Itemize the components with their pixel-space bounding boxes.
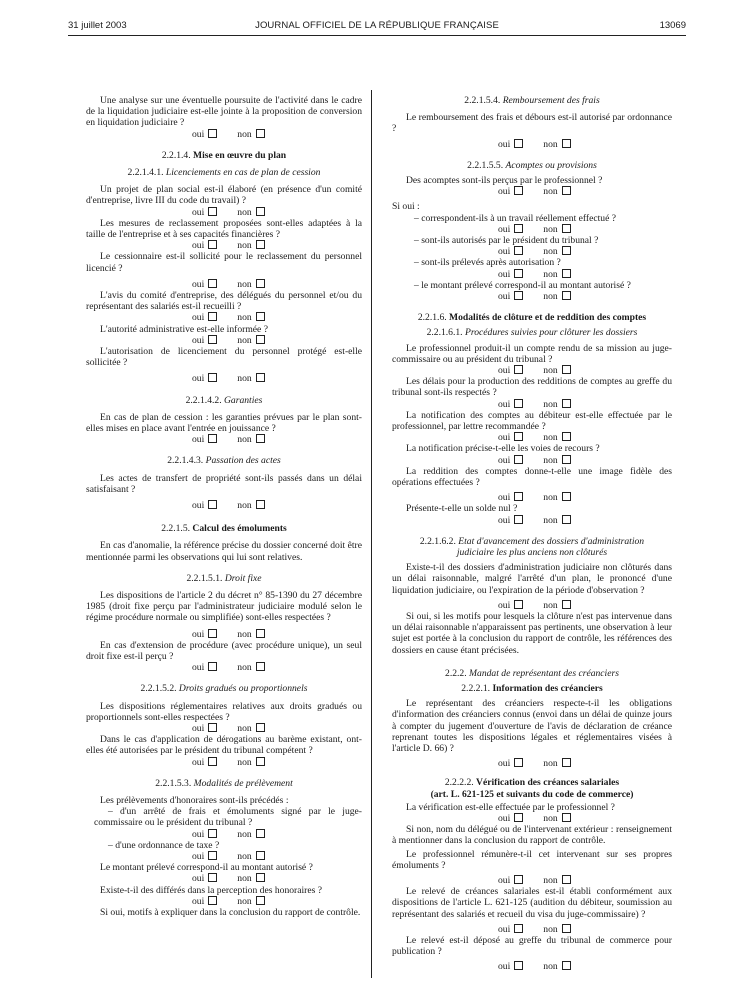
- yes-no-checkboxes: oui non: [86, 896, 362, 907]
- checkbox-yes[interactable]: [208, 335, 217, 344]
- subsection-heading: 2.2.1.5.2. Droits gradués ou proportionnels: [140, 683, 308, 695]
- checkbox-yes[interactable]: [208, 662, 217, 671]
- question: La vérification est-elle effectuée par le professionnel ?: [406, 801, 615, 813]
- question: Le relevé de créances salariales est-il établi conformément aux dispositions de l'article L. 621-125 (audition du débiteur, soumission au représentant des salariés et recueil du visa du juge-commissaire) ?: [392, 886, 672, 920]
- yes-no-checkboxes: oui non: [86, 373, 362, 384]
- question: Le remboursement des frais et débours est-il autorisé par ordonnance ?: [392, 112, 672, 135]
- list-item: – sont-ils prélevés après autorisation ?: [414, 257, 561, 269]
- question: Les mesures de reclassement proposées sont-elles adaptées à la taille de l'entreprise et à ses capacités financières ?: [86, 217, 362, 240]
- checkbox-yes[interactable]: [208, 312, 217, 321]
- checkbox-yes[interactable]: [514, 269, 523, 278]
- yes-no-checkboxes: oui non: [392, 961, 672, 972]
- yes-no-checkboxes: oui non: [392, 291, 672, 302]
- checkbox-no[interactable]: [256, 279, 265, 288]
- checkbox-no[interactable]: [562, 246, 571, 255]
- paragraph: En cas d'anomalie, la référence précise du dossier concerné doit être mentionnée parmi les observations qui lui sont relatives.: [86, 540, 362, 563]
- question: Le professionnel rémunère-t-il cet intervenant sur ses propres émoluments ?: [392, 848, 672, 871]
- section-heading: 2.2.1.5. Calcul des émoluments: [161, 523, 287, 535]
- checkbox-no[interactable]: [256, 873, 265, 882]
- subsection-heading: 2.2.1.6.1. Procédures suivies pour clôturer les dossiers: [426, 327, 638, 339]
- subsection-heading: 2.2.1.4.3. Passation des actes: [167, 455, 281, 467]
- checkbox-yes[interactable]: [208, 896, 217, 905]
- yes-no-checkboxes: oui non: [86, 500, 362, 511]
- checkbox-no[interactable]: [562, 291, 571, 300]
- subsection-heading-line2: judiciaire les plus anciens non clôturés: [456, 546, 608, 558]
- checkbox-yes[interactable]: [514, 365, 523, 374]
- paragraph: Si oui, motifs à expliquer dans la conclusion du rapport de contrôle.: [100, 906, 361, 918]
- yes-no-checkboxes: oui non: [86, 279, 362, 290]
- checkbox-yes[interactable]: [514, 246, 523, 255]
- checkbox-yes[interactable]: [208, 851, 217, 860]
- right-column: [392, 95, 672, 973]
- yes-no-checkboxes: oui non: [86, 629, 362, 640]
- checkbox-yes[interactable]: [208, 207, 217, 216]
- paragraph: Une analyse sur une éventuelle poursuite de l'activité dans le cadre de la liquidation judiciaire est-elle jointe à la proposition de conversion en liquidation judiciaire ?: [86, 95, 362, 129]
- yes-no-checkboxes: oui non: [86, 129, 362, 140]
- checkbox-no[interactable]: [256, 829, 265, 838]
- yes-no-checkboxes: oui non: [86, 873, 362, 884]
- paragraph: Si oui :: [392, 201, 420, 213]
- subsection-heading: 2.2.1.6.2. Etat d'avancement des dossiers d'administration: [419, 535, 645, 547]
- question: La notification des comptes au débiteur est-elle effectuée par le professionnel, par lettre recommandée ?: [392, 409, 672, 432]
- question: Les dispositions réglementaires relatives aux droits gradués ou proportionnels sont-elles respectées ?: [86, 700, 362, 723]
- checkbox-no[interactable]: [256, 723, 265, 732]
- header-page-number: 13069: [659, 20, 686, 31]
- list-item: – sont-ils autorisés par le président du tribunal ?: [414, 234, 599, 246]
- checkbox-no[interactable]: [562, 186, 571, 195]
- checkbox-no[interactable]: [256, 896, 265, 905]
- subsection-heading-line2: (art. L. 621-125 et suivants du code de commerce): [430, 788, 634, 800]
- checkbox-no[interactable]: [256, 129, 265, 138]
- question: Un projet de plan social est-il élaboré (en présence d'un comité d'entreprise, livre III du code du travail) ?: [86, 184, 362, 207]
- checkbox-no[interactable]: [562, 269, 571, 278]
- checkbox-yes[interactable]: [514, 961, 523, 970]
- question: Les délais pour la production des redditions de comptes au greffe du tribunal sont-ils respectés ?: [392, 376, 672, 399]
- list-item: – correspondent-ils à un travail réellement effectué ?: [414, 212, 616, 224]
- page-header: [68, 20, 686, 34]
- paragraph: Si non, nom du délégué ou de l'intervenant extérieur : renseignement à mentionner dans la conclusion du rapport de contrôle.: [392, 824, 672, 847]
- checkbox-no[interactable]: [256, 207, 265, 216]
- question: Les actes de transfert de propriété sont-ils passés dans un délai satisfaisant ?: [86, 472, 362, 495]
- checkbox-yes[interactable]: [514, 186, 523, 195]
- header-rule: [68, 35, 686, 36]
- checkbox-yes[interactable]: [514, 813, 523, 822]
- subsection-heading: 2.2.2.1. Information des créanciers: [461, 682, 603, 694]
- checkbox-yes[interactable]: [514, 515, 523, 524]
- yes-no-checkboxes: oui non: [392, 455, 672, 466]
- checkbox-no[interactable]: [562, 961, 571, 970]
- subsection-heading: 2.2.1.5.5. Acomptes ou provisions: [467, 159, 597, 171]
- list-item: – d'une ordonnance de taxe ?: [108, 839, 220, 851]
- checkbox-no[interactable]: [256, 851, 265, 860]
- checkbox-yes[interactable]: [514, 399, 523, 408]
- checkbox-yes[interactable]: [514, 875, 523, 884]
- yes-no-checkboxes: oui non: [392, 515, 672, 526]
- checkbox-no[interactable]: [256, 312, 265, 321]
- question: Existe-t-il des différés dans la perception des honoraires ?: [100, 884, 323, 896]
- subsection-heading: 2.2.1.4.1. Licenciements en cas de plan de cession: [127, 167, 321, 178]
- yes-no-checkboxes: oui non: [86, 829, 362, 840]
- yes-no-checkboxes: oui non: [392, 600, 672, 611]
- checkbox-yes[interactable]: [514, 924, 523, 933]
- yes-no-checkboxes: oui non: [86, 851, 362, 862]
- checkbox-yes[interactable]: [208, 629, 217, 638]
- checkbox-no[interactable]: [562, 875, 571, 884]
- checkbox-yes[interactable]: [208, 373, 217, 382]
- checkbox-yes[interactable]: [514, 600, 523, 609]
- left-column: [86, 95, 362, 918]
- question: Le professionnel produit-il un compte rendu de sa mission au juge-commissaire ou au président du tribunal ?: [392, 342, 672, 365]
- question: L'autorisation de licenciement du personnel protégé est-elle sollicitée ?: [86, 345, 362, 369]
- checkbox-no[interactable]: [256, 629, 265, 638]
- question: L'autorité administrative est-elle informée ?: [100, 323, 268, 335]
- header-title: JOURNAL OFFICIEL DE LA RÉPUBLIQUE FRANÇAISE: [255, 20, 499, 31]
- checkbox-no[interactable]: [256, 757, 265, 766]
- checkbox-no[interactable]: [562, 600, 571, 609]
- question: La notification précise-t-elle les voies de recours ?: [406, 443, 600, 455]
- yes-no-checkboxes: oui non: [86, 335, 362, 346]
- column-divider: [371, 90, 372, 978]
- yes-no-checkboxes: oui non: [392, 432, 672, 443]
- question: Le cessionnaire est-il sollicité pour le reclassement du personnel licencié ?: [86, 251, 362, 274]
- checkbox-no[interactable]: [256, 240, 265, 249]
- checkbox-no[interactable]: [256, 434, 265, 443]
- yes-no-checkboxes: oui non: [86, 207, 362, 218]
- checkbox-no[interactable]: [562, 432, 571, 441]
- subsection-heading: 2.2.1.4.2. Garanties: [185, 394, 263, 406]
- list-item: – le montant prélevé correspond-il au montant autorisé ?: [414, 279, 631, 291]
- question: Les prélèvements d'honoraires sont-ils précédés :: [100, 794, 289, 806]
- question: Le montant prélevé correspond-il au montant autorisé ?: [100, 862, 313, 874]
- yes-no-checkboxes: oui non: [392, 186, 672, 197]
- checkbox-yes[interactable]: [208, 500, 217, 509]
- question: En cas de plan de cession : les garanties prévues par le plan sont-elles mises en place avant l'entrée en jouissance ?: [86, 411, 362, 434]
- checkbox-yes[interactable]: [208, 873, 217, 882]
- yes-no-checkboxes: oui non: [392, 813, 672, 824]
- checkbox-yes[interactable]: [514, 291, 523, 300]
- checkbox-yes[interactable]: [208, 757, 217, 766]
- checkbox-no[interactable]: [562, 399, 571, 408]
- yes-no-checkboxes: oui non: [392, 924, 672, 935]
- yes-no-checkboxes: oui non: [86, 662, 362, 673]
- checkbox-yes[interactable]: [514, 455, 523, 464]
- yes-no-checkboxes: oui non: [86, 723, 362, 734]
- yes-no-checkboxes: oui non: [86, 757, 362, 768]
- yes-no-checkboxes: oui non: [392, 399, 672, 410]
- checkbox-no[interactable]: [256, 373, 265, 382]
- checkbox-no[interactable]: [562, 758, 571, 767]
- checkbox-yes[interactable]: [208, 279, 217, 288]
- question: Les dispositions de l'article 2 du décret n° 85-1390 du 27 décembre 1985 (droit fixe perçu par l'administrateur judiciaire modulé selon le régime procédure normale ou simplifiée) sont-elles respectées ?: [86, 589, 362, 624]
- question: L'avis du comité d'entreprise, des délégués du personnel et/ou du représentant des salariés est-il recueilli ?: [86, 289, 362, 313]
- section-heading: 2.2.1.6. Modalités de clôture et de reddition des comptes: [417, 312, 647, 324]
- question: Dans le cas d'application de dérogations au barème existant, ont-elles été autorisées par le président du tribunal compétent ?: [86, 734, 362, 757]
- section-heading: 2.2.1.4. Mise en œuvre du plan: [161, 149, 287, 161]
- yes-no-checkboxes: oui non: [392, 492, 672, 503]
- checkbox-no[interactable]: [562, 924, 571, 933]
- header-date: 31 juillet 2003: [68, 20, 127, 31]
- question: Le relevé est-il déposé au greffe du tribunal de commerce pour publication ?: [392, 934, 672, 958]
- yes-no-checkboxes: oui non: [392, 139, 672, 150]
- checkbox-yes[interactable]: [514, 139, 523, 148]
- checkbox-no[interactable]: [562, 515, 571, 524]
- checkbox-no[interactable]: [562, 365, 571, 374]
- checkbox-no[interactable]: [256, 662, 265, 671]
- question: La reddition des comptes donne-t-elle une image fidèle des opérations effectuées ?: [392, 465, 672, 488]
- checkbox-yes[interactable]: [514, 758, 523, 767]
- checkbox-yes[interactable]: [208, 240, 217, 249]
- checkbox-yes[interactable]: [208, 723, 217, 732]
- subsection-heading: 2.2.1.5.4. Remboursement des frais: [464, 95, 600, 106]
- checkbox-no[interactable]: [562, 813, 571, 822]
- question: Présente-t-elle un solde nul ?: [406, 503, 518, 515]
- checkbox-no[interactable]: [256, 335, 265, 344]
- question: Des acomptes sont-ils perçus par le professionnel ?: [406, 175, 603, 186]
- question: Existe-t-il des dossiers d'administration judiciaire non clôturés dans un délai raisonnable, malgré l'arrêté d'un plan, le prononcé d'une liquidation judiciaire, ou l'expiration de la période d'observation ?: [392, 562, 672, 596]
- yes-no-checkboxes: oui non: [392, 758, 672, 769]
- subsection-heading: 2.2.2.2. Vérification des créances salariales: [444, 777, 620, 789]
- section-heading: 2.2.2. Mandat de représentant des créanciers: [445, 667, 619, 679]
- checkbox-no[interactable]: [562, 139, 571, 148]
- yes-no-checkboxes: oui non: [392, 365, 672, 376]
- checkbox-yes[interactable]: [208, 434, 217, 443]
- checkbox-yes[interactable]: [208, 829, 217, 838]
- yes-no-checkboxes: oui non: [392, 246, 672, 257]
- checkbox-no[interactable]: [562, 492, 571, 501]
- question: En cas d'extension de procédure (avec procédure unique), un seul droit fixe est-il perçu ?: [86, 639, 362, 662]
- checkbox-yes[interactable]: [514, 432, 523, 441]
- checkbox-yes[interactable]: [514, 492, 523, 501]
- checkbox-yes[interactable]: [208, 129, 217, 138]
- checkbox-no[interactable]: [256, 500, 265, 509]
- yes-no-checkboxes: oui non: [86, 240, 362, 251]
- paragraph: Si oui, si les motifs pour lesquels la clôture n'est pas intervenue dans un délai raisonnable n'apparaissent pas pertinents, une observation à leur sujet est portée à la conclusion du rapport de contrôle, les références des dossiers en cause étant précisées.: [392, 610, 672, 656]
- yes-no-checkboxes: oui non: [392, 875, 672, 886]
- yes-no-checkboxes: oui non: [392, 224, 672, 235]
- yes-no-checkboxes: oui non: [86, 434, 362, 445]
- yes-no-checkboxes: oui non: [392, 269, 672, 280]
- question: Le représentant des créanciers respecte-t-il les obligations d'information des créanciers connus (envoi dans un délai de quinze jours à compter du jugement d'ouverture de l'avis de déclaration de créance reprenant toutes les dispositions légales et réglementaires visées à l'article D. 66) ?: [392, 698, 672, 754]
- checkbox-no[interactable]: [562, 224, 571, 233]
- checkbox-yes[interactable]: [514, 224, 523, 233]
- checkbox-no[interactable]: [562, 455, 571, 464]
- subsection-heading: 2.2.1.5.1. Droit fixe: [186, 572, 262, 584]
- list-item: – d'un arrêté de frais et émoluments signé par le juge-commissaire ou le président du tribunal ?: [94, 806, 362, 829]
- yes-no-checkboxes: oui non: [86, 312, 362, 323]
- subsection-heading: 2.2.1.5.3. Modalités de prélèvement: [155, 777, 293, 789]
